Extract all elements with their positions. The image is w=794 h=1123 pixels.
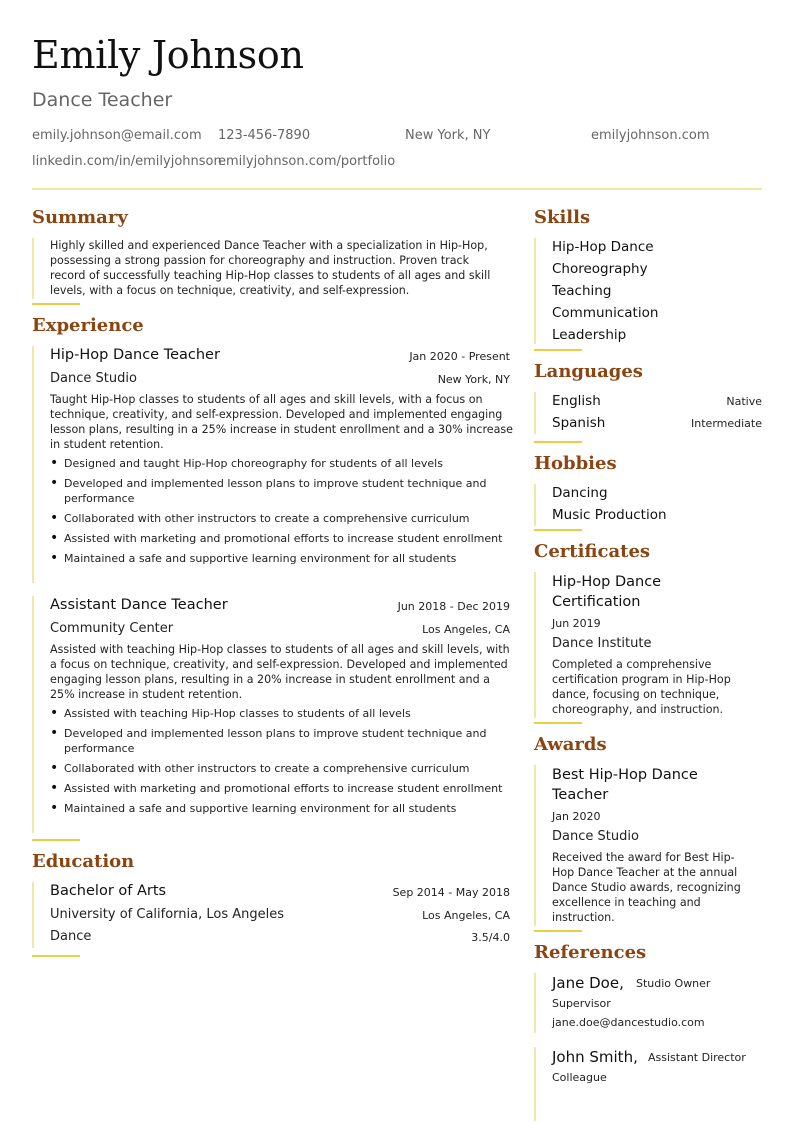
certificate-name-line: Hip-Hop Dance: [552, 574, 662, 590]
education-bar: [32, 882, 34, 948]
certificate-description: [552, 657, 762, 717]
award-date: Jan 2020: [552, 810, 601, 823]
job-1-bar: [32, 346, 34, 583]
bullet-item: • Collaborated with other instructors to create a comprehensive curriculum: [50, 761, 510, 776]
certificate-name: [552, 572, 661, 612]
award-description-line: excellence in teaching and: [552, 896, 701, 909]
education-dates: Sep 2014 - May 2018: [392, 886, 510, 899]
award-description: [552, 850, 762, 925]
bullet-item: • Assisted with teaching Hip-Hop classes to students of all levels: [50, 706, 510, 721]
hobby-item: Music Production: [552, 507, 667, 523]
skill-item: Communication: [552, 305, 659, 321]
experience-heading: Experience: [32, 315, 144, 336]
job-2-org: Community Center: [50, 621, 174, 636]
description-line: 25% increase in student retention.: [50, 688, 243, 701]
certificate-description-line: dance, focusing on technique,: [552, 688, 720, 701]
award-description-line: Dance Studio awards, recognizing: [552, 881, 741, 894]
skill-item: Leadership: [552, 327, 627, 343]
experience-accent-rule: [32, 839, 80, 841]
contact-portfolio[interactable]: emilyjohnson.com/portfolio: [218, 154, 396, 169]
hobby-item: Dancing: [552, 485, 608, 501]
certificates-heading: Certificates: [534, 541, 651, 562]
hobbies-heading: Hobbies: [534, 453, 617, 474]
job-2-role: Assistant Dance Teacher: [50, 597, 228, 613]
bullet-item: • Developed and implemented lesson plans to improve student technique and performance: [50, 726, 510, 756]
certificate-description-line: Completed a comprehensive: [552, 658, 712, 671]
summary-text: [50, 238, 520, 298]
award-description-line: instruction.: [552, 911, 615, 924]
award-issuer: Dance Studio: [552, 829, 639, 844]
reference-1-relation: Supervisor: [552, 997, 611, 1010]
certificate-issuer: Dance Institute: [552, 636, 652, 651]
hobbies-bar: [534, 484, 536, 526]
description-line: a focus on technique, creativity, and self-expression. Developed and implemented: [50, 658, 508, 671]
job-1-org: Dance Studio: [50, 371, 137, 386]
description-line: Assisted with teaching Hip-Hop classes to students of all ages and skill levels, with: [50, 643, 510, 656]
skill-item: Hip-Hop Dance: [552, 239, 654, 255]
awards-accent-rule: [534, 930, 582, 932]
reference-1-email[interactable]: jane.doe@dancestudio.com: [552, 1016, 705, 1029]
certificate-description-line: choreography, and instruction.: [552, 703, 724, 716]
job-2-bar: [32, 596, 34, 833]
reference-1-name: Jane Doe,: [552, 974, 624, 992]
reference-2-relation: Colleague: [552, 1071, 607, 1084]
contact-website[interactable]: emilyjohnson.com: [591, 128, 710, 143]
job-1-dates: Jan 2020 - Present: [409, 350, 510, 363]
certificate-name-line: Certification: [552, 594, 641, 610]
job-1-bullets: [50, 456, 510, 571]
award-description-line: Hop Dance Teacher at the annual: [552, 866, 738, 879]
job-1-description: [50, 392, 520, 452]
hobbies-accent-rule: [534, 529, 582, 531]
description-line: in student retention.: [50, 438, 164, 451]
contact-email[interactable]: emily.johnson@email.com: [32, 128, 202, 143]
skill-item: Teaching: [552, 283, 612, 299]
award-description-line: Received the award for Best Hip-: [552, 851, 735, 864]
candidate-title: Dance Teacher: [32, 89, 173, 111]
header-divider: [32, 188, 762, 190]
education-field: Dance: [50, 929, 92, 944]
job-1-role: Hip-Hop Dance Teacher: [50, 347, 220, 363]
job-2-bullets: [50, 706, 510, 821]
bullet-item: • Assisted with marketing and promotional efforts to increase student enrollment: [50, 531, 510, 546]
skills-heading: Skills: [534, 207, 591, 228]
language-level: Native: [726, 395, 762, 408]
reference-2-position: Assistant Director: [648, 1051, 746, 1064]
summary-line: record of successfully teaching Hip-Hop classes to students of all ages and skill: [50, 269, 491, 282]
skill-item: Choreography: [552, 261, 648, 277]
reference-1-position: Studio Owner: [636, 977, 711, 990]
languages-accent-rule: [534, 441, 582, 443]
job-1-location: New York, NY: [437, 373, 510, 386]
summary-line: levels, with a focus on technique, creativity, and self-expression.: [50, 284, 410, 297]
education-location: Los Angeles, CA: [422, 909, 510, 922]
skills-bar: [534, 238, 536, 344]
description-line: lesson plans, resulting in a 25% increase in student enrollment and a 30% increase: [50, 423, 514, 436]
summary-line: Highly skilled and experienced Dance Teacher with a specialization in Hip-Hop,: [50, 239, 488, 252]
languages-heading: Languages: [534, 361, 643, 382]
skills-accent-rule: [534, 349, 582, 351]
contact-phone[interactable]: 123-456-7890: [218, 128, 311, 143]
description-line: Taught Hip-Hop classes to students of all ages and skill levels, with a focus on: [50, 393, 483, 406]
language-name: Spanish: [552, 415, 606, 431]
bullet-item: • Developed and implemented lesson plans to improve student technique and performance: [50, 476, 510, 506]
summary-bar: [32, 238, 34, 299]
contact-linkedin[interactable]: linkedin.com/in/emilyjohnson: [32, 154, 222, 169]
award-name-line: Best Hip-Hop Dance: [552, 767, 698, 783]
certificate-date: Jun 2019: [552, 617, 601, 630]
contact-location: New York, NY: [405, 128, 491, 143]
candidate-name: Emily Johnson: [32, 33, 304, 77]
education-degree: Bachelor of Arts: [50, 883, 167, 899]
language-level: Intermediate: [691, 417, 762, 430]
job-2-dates: Jun 2018 - Dec 2019: [397, 600, 510, 613]
reference-2-bar: [534, 1047, 536, 1121]
description-line: technique, creativity, and self-expression. Developed and implemented engaging: [50, 408, 503, 421]
awards-bar: [534, 765, 536, 926]
bullet-item: • Collaborated with other instructors to create a comprehensive curriculum: [50, 511, 510, 526]
education-school: University of California, Los Angeles: [50, 907, 285, 922]
education-heading: Education: [32, 851, 135, 872]
job-2-location: Los Angeles, CA: [422, 623, 510, 636]
bullet-item: • Assisted with marketing and promotional efforts to increase student enrollment: [50, 781, 510, 796]
references-heading: References: [534, 942, 647, 963]
job-2-description: [50, 642, 520, 702]
award-name: [552, 765, 698, 805]
description-line: engaging lesson plans, resulting in a 20% increase in student enrollment and a: [50, 673, 490, 686]
certificate-description-line: certification program in Hip-Hop: [552, 673, 731, 686]
reference-1-bar: [534, 973, 536, 1033]
education-gpa: 3.5/4.0: [471, 931, 510, 944]
summary-line: possessing a strong passion for choreography and instruction. Proven track: [50, 254, 470, 267]
language-name: English: [552, 393, 601, 409]
languages-bar: [534, 392, 536, 434]
education-accent-rule: [32, 955, 80, 957]
summary-heading: Summary: [32, 207, 128, 228]
certificates-bar: [534, 572, 536, 718]
bullet-item: • Maintained a safe and supportive learning environment for all students: [50, 801, 510, 816]
awards-heading: Awards: [534, 734, 607, 755]
summary-accent-rule: [32, 303, 80, 305]
certificates-accent-rule: [534, 722, 582, 724]
bullet-item: • Designed and taught Hip-Hop choreography for students of all levels: [50, 456, 510, 471]
award-name-line: Teacher: [552, 787, 609, 803]
reference-2-name: John Smith,: [552, 1048, 638, 1066]
bullet-item: • Maintained a safe and supportive learning environment for all students: [50, 551, 510, 566]
